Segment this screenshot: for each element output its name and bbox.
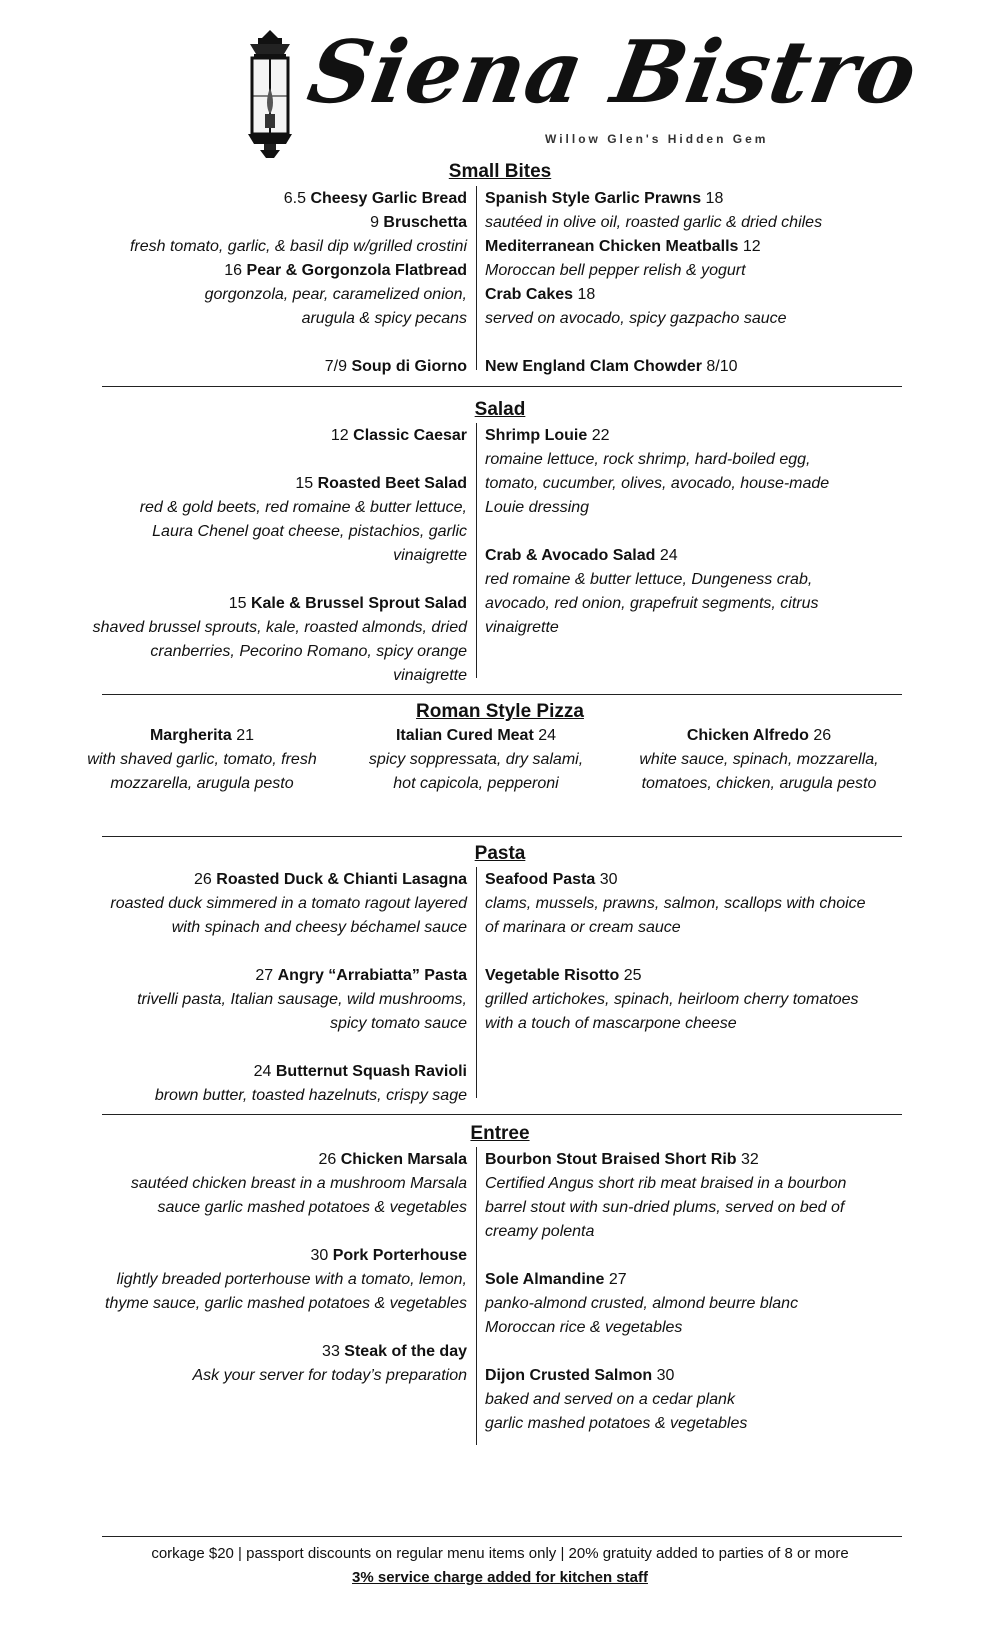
menu-item — [485, 1268, 915, 1292]
item-description: white sauce, spinach, mozzarella, — [639, 751, 879, 768]
item-description: Certified Angus short rib meat braised in a bourbon — [485, 1175, 847, 1192]
column-divider — [476, 423, 477, 678]
column-divider — [476, 186, 477, 370]
section-title-pasta: Pasta — [474, 843, 526, 864]
footer-service-charge: 3% service charge added for kitchen staff — [352, 1569, 648, 1586]
item-description: thyme sauce, garlic mashed potatoes & vegetables — [105, 1295, 467, 1312]
menu-item — [485, 235, 915, 259]
menu-item — [40, 424, 467, 448]
item-name: Spanish Style Garlic Prawns — [485, 190, 702, 207]
item-description: clams, mussels, prawns, salmon, scallops with choice — [485, 895, 866, 912]
menu-item — [40, 592, 467, 616]
item-name: Italian Cured Meat — [395, 727, 534, 744]
item-description: brown butter, toasted hazelnuts, crispy sage — [154, 1087, 467, 1104]
item-price: 32 — [741, 1151, 759, 1168]
item-description: cranberries, Pecorino Romano, spicy orange — [150, 643, 467, 660]
section-title-small-bites: Small Bites — [448, 161, 552, 182]
menu-item — [40, 187, 467, 211]
item-price: 8/10 — [706, 358, 738, 375]
item-description: sautéed in olive oil, roasted garlic & dried chiles — [485, 214, 823, 231]
item-price: 9 — [370, 214, 379, 231]
item-price: 12 — [330, 427, 349, 444]
item-price: 15 — [228, 595, 247, 612]
item-description: with a touch of mascarpone cheese — [485, 1015, 737, 1032]
item-price: 6.5 — [283, 190, 307, 207]
tagline: Willow Glen's Hidden Gem — [545, 132, 769, 146]
item-name: Bourbon Stout Braised Short Rib — [485, 1151, 737, 1168]
section-divider — [102, 386, 902, 387]
item-description: served on avocado, spicy gazpacho sauce — [485, 310, 787, 327]
item-price: 33 — [322, 1343, 340, 1360]
item-name: Butternut Squash Ravioli — [275, 1063, 467, 1080]
item-price: 22 — [591, 427, 610, 444]
menu-item — [485, 283, 915, 307]
menu-item — [485, 424, 915, 448]
item-description: spicy soppressata, dry salami, — [368, 751, 584, 768]
item-description: vinaigrette — [393, 547, 467, 564]
item-name: Kale & Brussel Sprout Salad — [250, 595, 467, 612]
item-name: Cheesy Garlic Bread — [310, 190, 467, 207]
item-name: Bruschetta — [383, 214, 467, 231]
section-divider — [102, 836, 902, 837]
pasta-left-column — [40, 868, 467, 1108]
item-description: red romaine & butter lettuce, Dungeness crab, — [485, 571, 813, 588]
item-price: 30 — [599, 871, 618, 888]
item-description: panko-almond crusted, almond beurre blanc — [485, 1295, 799, 1312]
item-price: 27 — [608, 1271, 627, 1288]
item-name: Classic Caesar — [353, 427, 467, 444]
pizza-item — [57, 724, 347, 796]
item-description: Laura Chenel goat cheese, pistachios, garlic — [152, 523, 467, 540]
item-description: Moroccan rice & vegetables — [485, 1319, 683, 1336]
item-description: spicy tomato sauce — [330, 1015, 467, 1032]
item-name: Crab & Avocado Salad — [485, 547, 656, 564]
item-description: vinaigrette — [393, 667, 467, 684]
item-name: Soup di Giorno — [351, 358, 467, 375]
menu-item — [40, 1148, 467, 1172]
menu-item — [485, 544, 915, 568]
section-divider — [102, 1536, 902, 1537]
item-description: avocado, red onion, grapefruit segments, citrus — [485, 595, 819, 612]
item-description: Louie dressing — [485, 499, 590, 516]
entree-right-column — [485, 1148, 915, 1436]
item-description: sauce garlic mashed potatoes & vegetables — [157, 1199, 467, 1216]
item-description: vinaigrette — [485, 619, 559, 636]
footer-policies: corkage $20 | passport discounts on regular menu items only | 20% gratuity added to parties of 8 or more — [151, 1545, 849, 1562]
item-description: sautéed chicken breast in a mushroom Marsala — [130, 1175, 467, 1192]
brand-logo-text: Siena Bistro — [301, 22, 925, 123]
section-title-entree: Entree — [470, 1123, 530, 1144]
item-name: Roasted Duck & Chianti Lasagna — [216, 871, 467, 888]
item-description: trivelli pasta, Italian sausage, wild mushrooms, — [137, 991, 467, 1008]
item-price: 30 — [656, 1367, 675, 1384]
menu-item — [40, 1340, 467, 1364]
item-description: red & gold beets, red romaine & butter lettuce, — [139, 499, 467, 516]
item-description: of marinara or cream sauce — [485, 919, 681, 936]
item-price: 18 — [705, 190, 724, 207]
item-price: 21 — [236, 727, 255, 744]
item-name: Sole Almandine — [485, 1271, 605, 1288]
menu-item — [485, 355, 915, 379]
item-name: Angry “Arrabiatta” Pasta — [277, 967, 467, 984]
small-bites-left-column — [40, 187, 467, 379]
item-price: 26 — [194, 871, 212, 888]
pasta-right-column — [485, 868, 915, 1036]
menu-item — [40, 472, 467, 496]
item-price: 16 — [224, 262, 243, 279]
item-name: Pork Porterhouse — [332, 1247, 467, 1264]
menu-item — [40, 1060, 467, 1084]
menu-item — [485, 964, 915, 988]
item-name: Chicken Alfredo — [686, 727, 809, 744]
menu-item — [40, 259, 467, 283]
item-name: Mediterranean Chicken Meatballs — [485, 238, 739, 255]
menu-item — [40, 355, 467, 379]
item-name: Chicken Marsala — [340, 1151, 467, 1168]
item-description: grilled artichokes, spinach, heirloom cherry tomatoes — [485, 991, 859, 1008]
item-price: 26 — [813, 727, 832, 744]
item-description: Moroccan bell pepper relish & yogurt — [485, 262, 746, 279]
entree-left-column — [40, 1148, 467, 1388]
menu-item — [40, 211, 467, 235]
item-name: Vegetable Risotto — [485, 967, 620, 984]
item-description: roasted duck simmered in a tomato ragout layered — [110, 895, 467, 912]
item-name: New England Clam Chowder — [485, 358, 702, 375]
item-price: 25 — [623, 967, 642, 984]
item-price: 12 — [742, 238, 761, 255]
menu-item — [40, 964, 467, 988]
item-description: romaine lettuce, rock shrimp, hard-boiled egg, — [485, 451, 811, 468]
item-description: with spinach and cheesy béchamel sauce — [171, 919, 467, 936]
section-divider — [102, 1114, 902, 1115]
pizza-item — [614, 724, 904, 796]
item-description: tomatoes, chicken, arugula pesto — [641, 775, 877, 792]
item-price: 26 — [318, 1151, 337, 1168]
salad-right-column — [485, 424, 915, 640]
item-name: Seafood Pasta — [485, 871, 596, 888]
item-description: tomato, cucumber, olives, avocado, house-made — [485, 475, 830, 492]
menu-item — [485, 868, 915, 892]
menu-item — [40, 1244, 467, 1268]
item-price: 24 — [659, 547, 678, 564]
item-description: barrel stout with sun-dried plums, served on bed of — [485, 1199, 845, 1216]
item-description: shaved brussel sprouts, kale, roasted almonds, dried — [92, 619, 467, 636]
item-name: Crab Cakes — [485, 286, 574, 303]
item-name: Dijon Crusted Salmon — [485, 1367, 653, 1384]
item-price: 15 — [295, 475, 314, 492]
item-description: Ask your server for today’s preparation — [192, 1367, 467, 1384]
menu-item — [485, 1148, 915, 1172]
item-price: 30 — [310, 1247, 329, 1264]
item-name: Margherita — [149, 727, 232, 744]
item-description: creamy polenta — [485, 1223, 595, 1240]
item-price: 24 — [253, 1063, 272, 1080]
menu-header — [0, 20, 1000, 165]
item-description: baked and served on a cedar plank — [485, 1391, 735, 1408]
section-divider — [102, 694, 902, 695]
salad-left-column — [40, 424, 467, 688]
pizza-item — [331, 724, 621, 796]
item-name: Steak of the day — [344, 1343, 467, 1360]
item-description: mozzarella, arugula pesto — [110, 775, 294, 792]
item-description: hot capicola, pepperoni — [393, 775, 559, 792]
menu-item — [40, 868, 467, 892]
lantern-icon — [238, 28, 302, 160]
item-price: 18 — [577, 286, 596, 303]
item-price: 27 — [255, 967, 274, 984]
section-title-salad: Salad — [474, 399, 526, 420]
menu-item — [485, 187, 915, 211]
item-description: with shaved garlic, tomato, fresh — [87, 751, 317, 768]
item-description: gorgonzola, pear, caramelized onion, — [204, 286, 467, 303]
item-description: lightly breaded porterhouse with a tomato, lemon, — [116, 1271, 467, 1288]
item-description: fresh tomato, garlic, & basil dip w/grilled crostini — [129, 238, 467, 255]
column-divider — [476, 1147, 477, 1445]
small-bites-right-column — [485, 187, 915, 379]
item-price: 7/9 — [324, 358, 347, 375]
item-description: arugula & spicy pecans — [301, 310, 467, 327]
item-name: Shrimp Louie — [485, 427, 588, 444]
item-price: 24 — [538, 727, 557, 744]
item-description: garlic mashed potatoes & vegetables — [485, 1415, 748, 1432]
column-divider — [476, 867, 477, 1098]
section-title-pizza: Roman Style Pizza — [416, 701, 584, 722]
item-name: Pear & Gorgonzola Flatbread — [246, 262, 467, 279]
menu-item — [485, 1364, 915, 1388]
item-name: Roasted Beet Salad — [317, 475, 467, 492]
